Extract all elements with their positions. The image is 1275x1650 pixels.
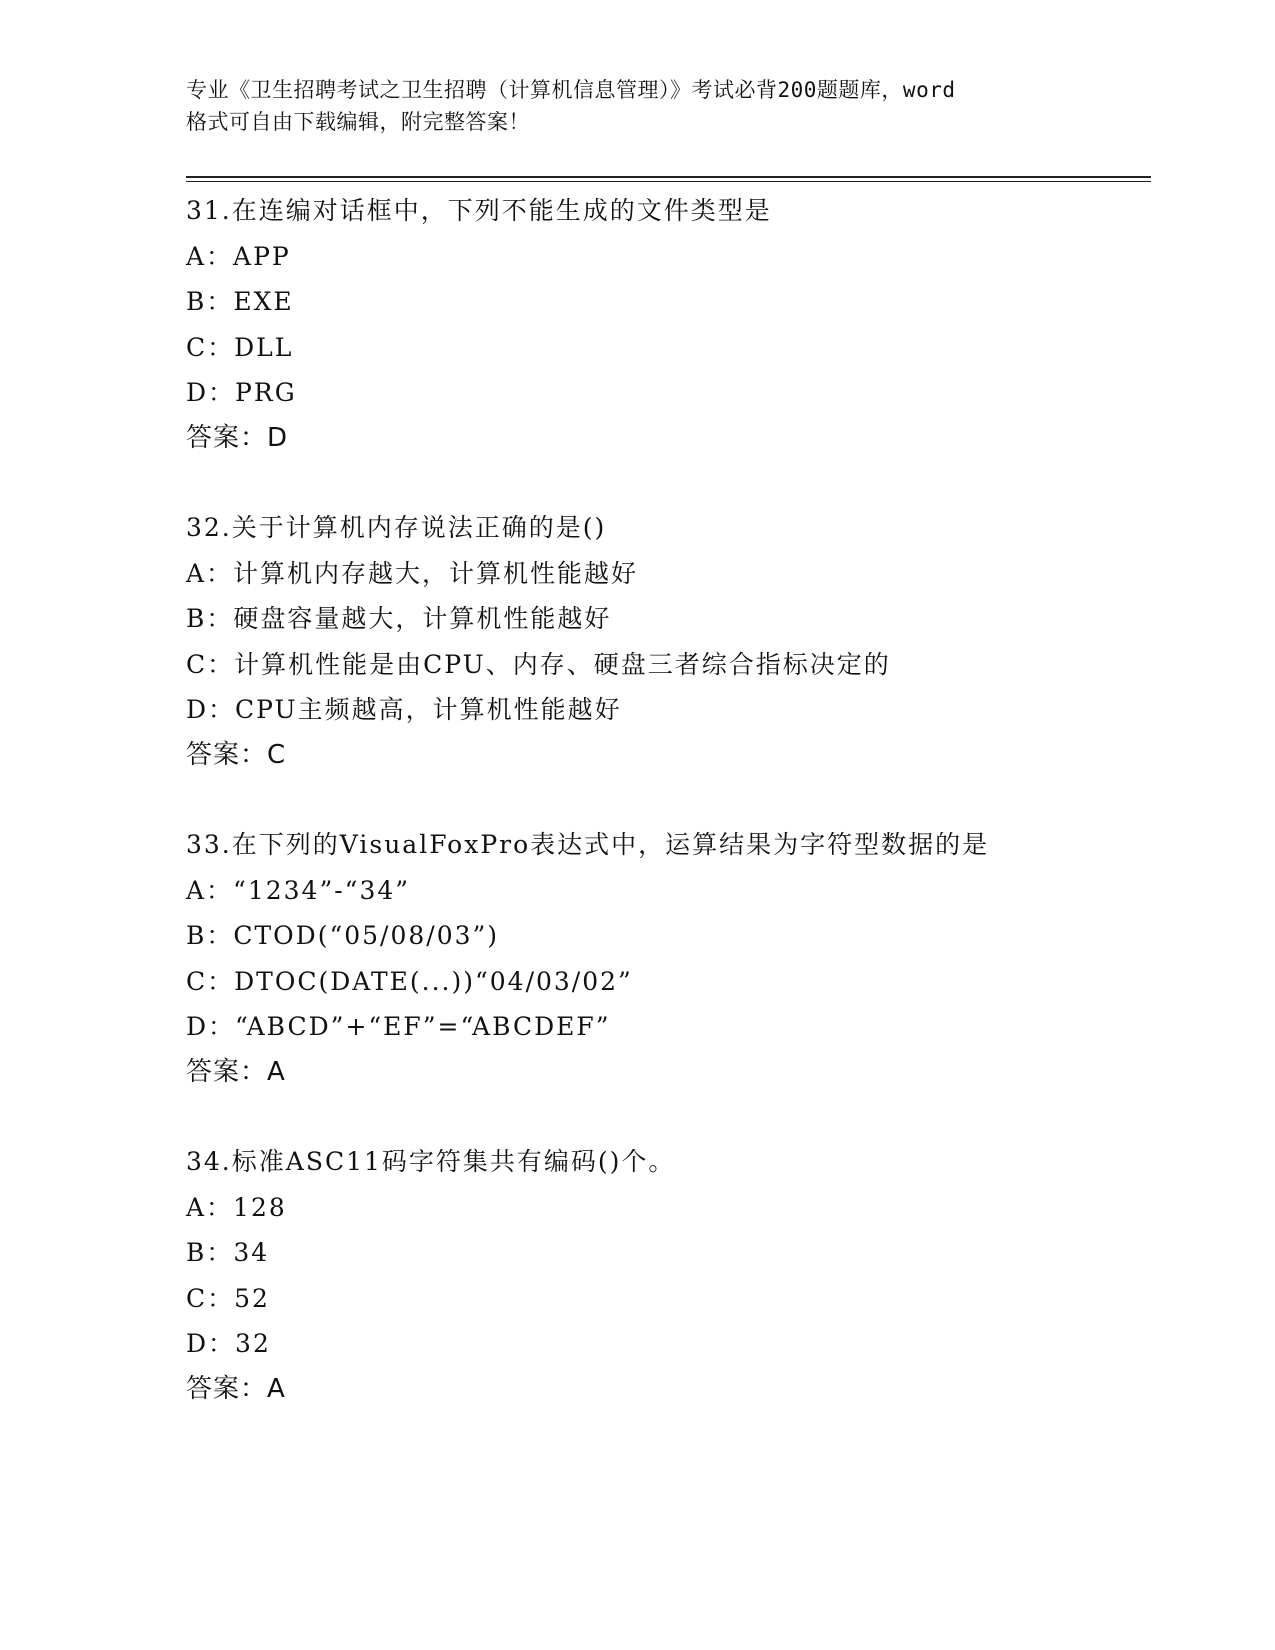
option-a: A：计算机内存越大，计算机性能越好: [186, 558, 639, 588]
option-c: C：52: [186, 1283, 270, 1313]
option-b: B：34: [186, 1238, 270, 1267]
question-stem: 32.关于计算机内存说法正确的是(): [186, 513, 607, 542]
option-a: A：“1234”-“34”: [186, 875, 411, 905]
question-list: [186, 188, 1151, 1456]
option-b: B：EXE: [186, 287, 294, 316]
option-d: D：“ABCD”+“EF”=“ABCDEF”: [186, 1012, 611, 1041]
option-b: B：硬盘容量越大，计算机性能越好: [186, 604, 612, 633]
question-stem: 34.标准ASC11码字符集共有编码()个。: [186, 1147, 676, 1176]
option-c: C：DTOC(DATE(...))“04/03/02”: [186, 966, 633, 996]
answer-line: 答案：C: [186, 739, 287, 770]
option-d: D：CPU主频越高，计算机性能越好: [186, 695, 622, 724]
question-34: [186, 1139, 1151, 1412]
answer-line: 答案：D: [186, 422, 289, 453]
answer-line: 答案：A: [186, 1373, 286, 1404]
question-stem: 31.在连编对话框中，下列不能生成的文件类型是: [186, 196, 772, 225]
question-32: [186, 505, 1151, 778]
header-line-2: 格式可自由下载编辑，附完整答案！: [186, 110, 530, 134]
question-stem: 33.在下列的VisualFoxPro表达式中，运算结果为字符型数据的是: [186, 830, 990, 859]
option-c: C：DLL: [186, 332, 294, 362]
header-divider: [186, 176, 1151, 182]
question-33: [186, 822, 1151, 1095]
option-d: D：PRG: [186, 378, 297, 407]
option-a: A：128: [186, 1192, 287, 1222]
question-31: [186, 188, 1151, 461]
option-d: D：32: [186, 1329, 271, 1358]
header-line-1: 专业《卫生招聘考试之卫生招聘（计算机信息管理）》考试必背200题题库，word: [186, 78, 956, 102]
document-header: [186, 74, 1086, 138]
option-a: A：APP: [186, 241, 291, 271]
option-b: B：CTOD(“05/08/03”): [186, 921, 500, 950]
answer-line: 答案：A: [186, 1056, 286, 1087]
option-c: C：计算机性能是由CPU、内存、硬盘三者综合指标决定的: [186, 649, 891, 679]
